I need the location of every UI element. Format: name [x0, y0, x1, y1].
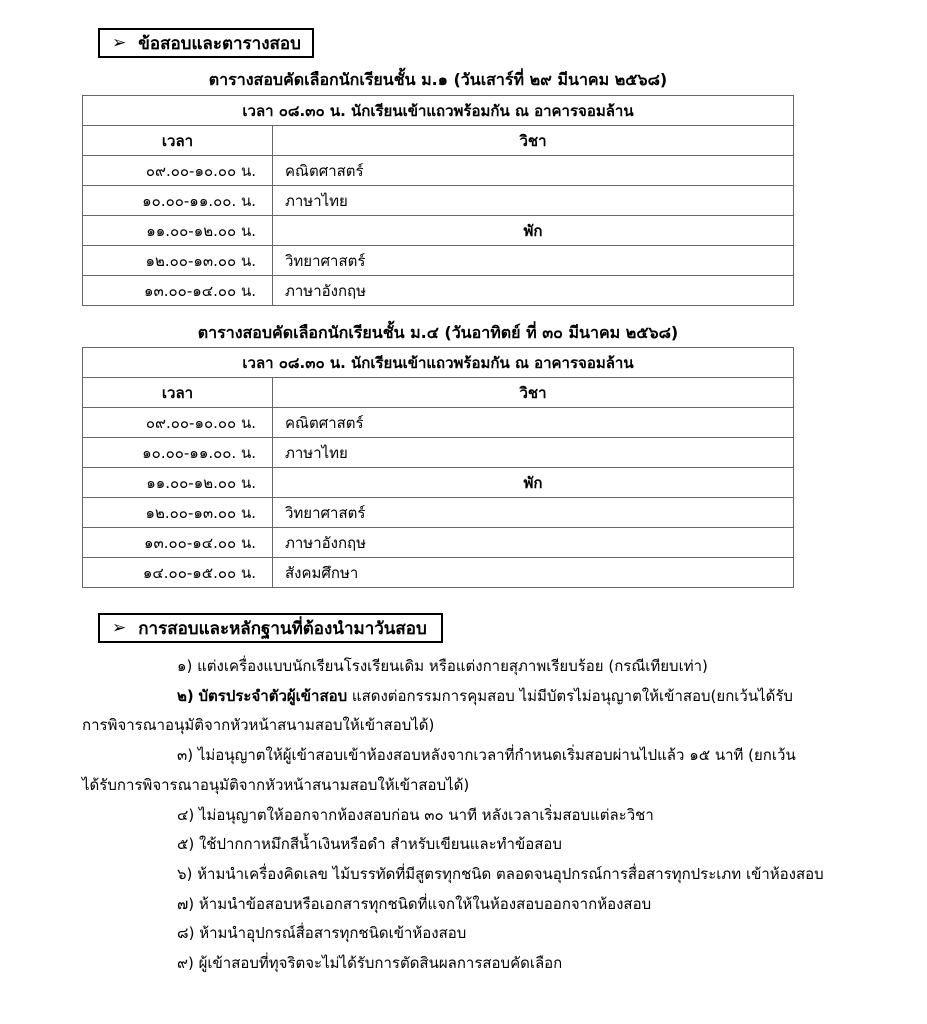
m4-schedule-title: ตารางสอบคัดเลือกนักเรียนชั้น ม.๔ (วันอาทิตย์ ที่ ๓๐ มีนาคม ๒๕๖๘) — [197, 323, 679, 342]
assembly-banner: เวลา ๐๘.๓๐ น. นักเรียนเข้าแถวพร้อมกัน ณ อาคารจอมล้าน — [83, 348, 794, 378]
table-row — [83, 528, 794, 558]
time-cell: ๑๑.๐๐-๑๒.๐๐ น. — [83, 468, 273, 498]
subject-cell: คณิตศาสตร์ — [273, 408, 794, 438]
table-header-row — [83, 378, 794, 408]
table-row — [83, 246, 794, 276]
rule-number: ๒) — [177, 686, 194, 705]
column-header-subject: วิชา — [273, 126, 794, 156]
arrow-bullet-icon: ➢ — [112, 618, 127, 638]
section-heading-exam-requirements — [98, 613, 443, 643]
time-cell: ๑๔.๐๐-๑๕.๐๐ น. — [83, 558, 273, 588]
table-row — [83, 276, 794, 306]
subject-cell: ภาษาไทย — [273, 438, 794, 468]
subject-cell: ภาษาไทย — [273, 186, 794, 216]
subject-cell: คณิตศาสตร์ — [273, 156, 794, 186]
table-row — [83, 156, 794, 186]
table-row — [83, 96, 794, 126]
time-cell: ๑๓.๐๐-๑๔.๐๐ น. — [83, 276, 273, 306]
time-cell: ๑๒.๐๐-๑๓.๐๐ น. — [83, 246, 273, 276]
break-cell: พัก — [273, 468, 794, 498]
time-cell: ๐๙.๐๐-๑๐.๐๐ น. — [83, 156, 273, 186]
table-row — [83, 498, 794, 528]
column-header-time: เวลา — [83, 126, 273, 156]
rule-item: ๔) ไม่อนุญาตให้ออกจากห้องสอบก่อน ๓๐ นาที หลังเวลาเริ่มสอบแต่ละวิชา — [177, 805, 654, 824]
subject-cell: ภาษาอังกฤษ — [273, 276, 794, 306]
table-header-row — [83, 126, 794, 156]
table-row — [83, 348, 794, 378]
table-row — [83, 558, 794, 588]
section-title: การสอบและหลักฐานที่ต้องนำมาวันสอบ — [138, 618, 427, 639]
rule-item: ๙) ผู้เข้าสอบที่ทุจริตจะไม่ได้รับการตัดสินผลการสอบคัดเลือก — [177, 954, 563, 973]
rule-item: ๕) ใช้ปากกาหมึกสีน้ำเงินหรือดำ สำหรับเขียนและทำข้อสอบ — [177, 835, 562, 854]
time-cell: ๑๑.๐๐-๑๒.๐๐ น. — [83, 216, 273, 246]
time-cell: ๑๐.๐๐-๑๑.๐๐. น. — [83, 438, 273, 468]
table-row — [83, 408, 794, 438]
rule-item-continuation: การพิจารณาอนุมัติจากหัวหน้าสนามสอบให้เข้าสอบได้) — [82, 716, 435, 735]
subject-cell: วิทยาศาสตร์ — [273, 498, 794, 528]
column-header-subject: วิชา — [273, 378, 794, 408]
m4-schedule-table — [82, 347, 794, 588]
m1-schedule-table — [82, 95, 794, 306]
rule-item: ๗) ห้ามนำข้อสอบหรือเอกสารทุกชนิดที่แจกให้ในห้องสอบออกจากห้องสอบ — [177, 894, 652, 913]
rule-item — [82, 682, 842, 712]
arrow-bullet-icon: ➢ — [112, 33, 127, 53]
time-cell: ๑๒.๐๐-๑๓.๐๐ น. — [83, 498, 273, 528]
rule-emphasis: บัตรประจำตัวผู้เข้าสอบ — [198, 686, 348, 705]
subject-cell: ภาษาอังกฤษ — [273, 528, 794, 558]
rule-text: แสดงต่อกรรมการคุมสอบ ไม่มีบัตรไม่อนุญาตให้เข้าสอบ(ยกเว้นได้รับ — [347, 686, 793, 705]
section-heading-exam-schedule — [98, 28, 314, 58]
rule-item: ๓) ไม่อนุญาตให้ผู้เข้าสอบเข้าห้องสอบหลังจากเวลาที่กำหนดเริ่มสอบผ่านไปแล้ว ๑๕ นาที (ยกเว้น — [177, 746, 796, 765]
rule-item: ๖) ห้ามนำเครื่องคิดเลข ไม้บรรทัดที่มีสูตรทุกชนิด ตลอดจนอุปกรณ์การสื่อสารทุกประเภท เข้าห้องสอบ — [177, 864, 824, 883]
subject-cell: สังคมศึกษา — [273, 558, 794, 588]
time-cell: ๑๐.๐๐-๑๑.๐๐. น. — [83, 186, 273, 216]
rule-item-continuation: ได้รับการพิจารณาอนุมัติจากหัวหน้าสนามสอบให้เข้าสอบได้) — [82, 775, 470, 794]
table-row — [83, 438, 794, 468]
section-title: ข้อสอบและตารางสอบ — [138, 33, 301, 54]
subject-cell: วิทยาศาสตร์ — [273, 246, 794, 276]
table-row — [83, 216, 794, 246]
time-cell: ๑๓.๐๐-๑๔.๐๐ น. — [83, 528, 273, 558]
rule-item: ๑) แต่งเครื่องแบบนักเรียนโรงเรียนเดิม หรือแต่งกายสุภาพเรียบร้อย (กรณีเทียบเท่า) — [177, 657, 708, 675]
rule-item: ๘) ห้ามนำอุปกรณ์สื่อสารทุกชนิดเข้าห้องสอบ — [177, 924, 467, 943]
m1-schedule-title: ตารางสอบคัดเลือกนักเรียนชั้น ม.๑ (วันเสาร์ที่ ๒๙ มีนาคม ๒๕๖๘) — [208, 70, 668, 89]
assembly-banner: เวลา ๐๘.๓๐ น. นักเรียนเข้าแถวพร้อมกัน ณ อาคารจอมล้าน — [83, 96, 794, 126]
table-row — [83, 468, 794, 498]
exam-rules-list — [82, 652, 842, 979]
break-cell: พัก — [273, 216, 794, 246]
column-header-time: เวลา — [83, 378, 273, 408]
table-row — [83, 186, 794, 216]
time-cell: ๐๙.๐๐-๑๐.๐๐ น. — [83, 408, 273, 438]
